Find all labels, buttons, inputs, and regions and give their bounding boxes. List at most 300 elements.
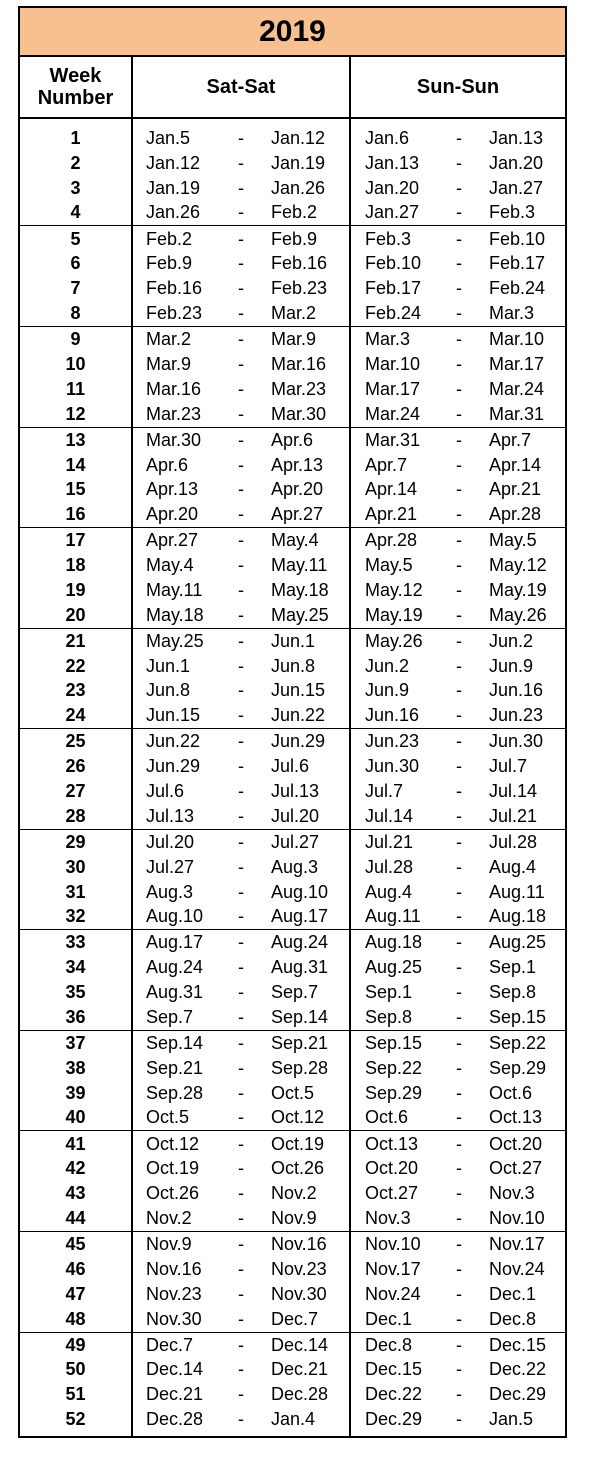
week-number: 13 — [65, 429, 86, 450]
sun-range-dash: - — [456, 378, 462, 399]
sun-range-dash: - — [456, 906, 462, 927]
sun-week-start: Jun.2 — [365, 655, 410, 676]
sun-week-start: Mar.3 — [365, 329, 411, 350]
sat-week-end: Nov.9 — [271, 1207, 317, 1228]
sat-range-dash: - — [238, 353, 244, 374]
sat-range-dash: - — [238, 982, 244, 1002]
sun-week-end: Apr.14 — [489, 454, 542, 475]
sun-range-dash: - — [456, 555, 462, 575]
sun-week-end: Oct.13 — [489, 1107, 543, 1128]
sun-week-start: Aug.4 — [365, 881, 413, 902]
sun-week-start: Aug.11 — [365, 906, 421, 927]
sun-range-dash: - — [456, 1384, 462, 1405]
sat-week-start: Mar.16 — [146, 378, 202, 399]
sat-range-dash: - — [238, 1359, 244, 1380]
sat-week-end: Apr.27 — [271, 504, 324, 525]
week-number: 30 — [65, 856, 86, 877]
sat-week-end: Jul.13 — [271, 780, 320, 801]
table-row — [20, 1232, 565, 1257]
table-row — [20, 904, 565, 929]
table-row — [20, 578, 565, 603]
sun-range-dash: - — [456, 1308, 462, 1329]
week-number: 6 — [70, 253, 81, 274]
sun-week-end: Oct.20 — [489, 1133, 543, 1154]
week-number: 43 — [65, 1183, 86, 1204]
sun-week-start: Sep.8 — [365, 1006, 413, 1027]
sun-range-dash: - — [456, 454, 462, 475]
sat-week-end: Oct.12 — [271, 1107, 325, 1128]
week-number: 41 — [65, 1133, 86, 1154]
sun-week-end: Mar.10 — [489, 329, 545, 350]
sat-week-start: Mar.2 — [146, 329, 192, 350]
sun-week-start: Sep.29 — [365, 1082, 423, 1103]
week-number: 28 — [65, 805, 86, 826]
sun-range-dash: - — [456, 329, 462, 350]
table-row — [20, 804, 565, 829]
table-row — [20, 502, 565, 527]
sun-week-end: Nov.17 — [489, 1234, 545, 1254]
sun-week-end: Aug.18 — [489, 906, 547, 927]
sat-range-dash: - — [238, 1033, 244, 1053]
sun-week-start: Jan.13 — [365, 152, 420, 173]
sun-week-end: Jun.2 — [489, 630, 534, 651]
table-row — [20, 955, 565, 980]
sun-week-start: Oct.13 — [365, 1133, 419, 1154]
sat-week-end: Sep.7 — [271, 982, 319, 1002]
sun-sun-header: Sun-Sun — [416, 76, 500, 98]
sat-week-end: Sep.28 — [271, 1057, 329, 1078]
sun-range-dash: - — [456, 1107, 462, 1128]
sat-week-end: Jan.26 — [271, 177, 326, 198]
sat-range-dash: - — [238, 906, 244, 927]
sat-range-dash: - — [238, 1258, 244, 1279]
sat-week-end: Oct.26 — [271, 1158, 325, 1179]
sun-week-start: Dec.29 — [365, 1409, 423, 1429]
sat-week-start: Jun.22 — [146, 731, 201, 752]
sat-week-end: Jul.27 — [271, 831, 320, 852]
sun-week-start: Aug.18 — [365, 932, 423, 953]
sat-range-dash: - — [238, 329, 244, 350]
sun-range-dash: - — [456, 353, 462, 374]
sun-range-dash: - — [456, 957, 462, 978]
table-row — [20, 1181, 565, 1206]
week-number: 51 — [65, 1384, 86, 1405]
sun-week-start: Sep.15 — [365, 1033, 423, 1053]
sun-range-dash: - — [456, 1082, 462, 1103]
sat-week-start: Nov.9 — [146, 1234, 192, 1254]
sun-week-end: Apr.28 — [489, 504, 542, 525]
sat-week-start: Jun.8 — [146, 680, 191, 701]
sun-week-start: Jun.30 — [365, 756, 420, 777]
sat-week-start: Aug.24 — [146, 957, 204, 978]
table-row — [20, 453, 565, 478]
table-row — [20, 176, 565, 201]
table-row — [20, 528, 565, 553]
sat-week-end: Aug.17 — [271, 906, 329, 927]
sun-week-start: Mar.17 — [365, 378, 421, 399]
sun-week-end: Oct.6 — [489, 1082, 533, 1103]
sun-week-start: May.26 — [365, 630, 423, 651]
table-row — [20, 703, 565, 728]
sat-week-end: Jul.6 — [271, 756, 310, 777]
week-number: 36 — [65, 1006, 86, 1027]
sat-week-start: Aug.3 — [146, 881, 194, 902]
sun-range-dash: - — [456, 429, 462, 450]
sun-range-dash: - — [456, 932, 462, 953]
table-row — [20, 830, 565, 855]
sat-week-start: Jan.19 — [146, 177, 201, 198]
sun-week-end: Sep.22 — [489, 1033, 547, 1053]
sun-week-start: Oct.6 — [365, 1107, 409, 1128]
sat-range-dash: - — [238, 177, 244, 198]
sat-week-start: Feb.9 — [146, 253, 193, 274]
table-row — [20, 1357, 565, 1382]
sun-week-start: Jul.21 — [365, 831, 414, 852]
header-divider — [20, 117, 565, 119]
sun-range-dash: - — [456, 579, 462, 600]
sun-week-start: May.5 — [365, 555, 413, 575]
sat-week-start: Oct.19 — [146, 1158, 200, 1179]
sun-week-end: Dec.15 — [489, 1334, 547, 1355]
sun-week-end: Jul.28 — [489, 831, 538, 852]
sat-range-dash: - — [238, 152, 244, 173]
sun-week-start: Jul.28 — [365, 856, 414, 877]
sun-week-start: Mar.24 — [365, 403, 421, 424]
sat-week-start: Jan.12 — [146, 152, 201, 173]
sat-week-end: Apr.20 — [271, 479, 324, 500]
sun-week-end: Sep.1 — [489, 957, 537, 978]
sun-range-dash: - — [456, 1006, 462, 1027]
group-divider — [20, 225, 565, 226]
sun-week-start: Apr.7 — [365, 454, 408, 475]
sun-range-dash: - — [456, 302, 462, 323]
sun-week-start: Dec.8 — [365, 1334, 413, 1355]
sun-week-start: Mar.10 — [365, 353, 421, 374]
sun-week-start: May.12 — [365, 579, 423, 600]
week-calendar-table — [18, 6, 567, 1438]
sun-range-dash: - — [456, 1258, 462, 1279]
table-row — [20, 1081, 565, 1106]
sun-range-dash: - — [456, 805, 462, 826]
week-number: 34 — [65, 957, 86, 978]
sat-range-dash: - — [238, 454, 244, 475]
sun-week-end: Jan.20 — [489, 152, 544, 173]
sat-week-start: Nov.2 — [146, 1207, 192, 1228]
table-row — [20, 1257, 565, 1282]
week-number: 35 — [65, 982, 86, 1002]
sun-week-end: May.19 — [489, 579, 547, 600]
sun-week-start: Jun.9 — [365, 680, 410, 701]
sat-week-start: Dec.7 — [146, 1334, 194, 1355]
table-row — [20, 276, 565, 301]
sun-week-end: Aug.4 — [489, 856, 537, 877]
week-number: 12 — [65, 403, 86, 424]
sun-range-dash: - — [456, 253, 462, 274]
sun-week-end: Sep.15 — [489, 1006, 547, 1027]
sat-week-end: Apr.6 — [271, 429, 314, 450]
sat-week-start: Nov.23 — [146, 1283, 202, 1304]
sun-week-end: Feb.10 — [489, 228, 546, 249]
sat-range-dash: - — [238, 1234, 244, 1254]
sun-range-dash: - — [456, 1158, 462, 1179]
sun-range-dash: - — [456, 1359, 462, 1380]
sat-range-dash: - — [238, 202, 244, 223]
sat-week-start: Feb.2 — [146, 228, 193, 249]
sat-week-start: Jul.27 — [146, 856, 195, 877]
table-row — [20, 1056, 565, 1081]
sat-week-start: Sep.28 — [146, 1082, 204, 1103]
sat-week-end: Aug.3 — [271, 856, 319, 877]
table-row — [20, 980, 565, 1005]
sun-week-end: Aug.25 — [489, 932, 547, 953]
sun-range-dash: - — [456, 1334, 462, 1355]
sun-week-end: Jan.13 — [489, 128, 544, 148]
sat-week-start: Jan.26 — [146, 202, 201, 223]
sat-range-dash: - — [238, 1334, 244, 1355]
table-row — [20, 227, 565, 252]
table-row — [20, 352, 565, 377]
sat-range-dash: - — [238, 302, 244, 323]
table-row — [20, 402, 565, 427]
sat-week-start: Jul.13 — [146, 805, 195, 826]
sun-week-start: Nov.3 — [365, 1207, 411, 1228]
sun-range-dash: - — [456, 881, 462, 902]
sun-week-end: Dec.8 — [489, 1308, 537, 1329]
table-row — [20, 603, 565, 628]
sun-week-start: Oct.20 — [365, 1158, 419, 1179]
table-row — [20, 428, 565, 453]
sat-week-start: Jan.5 — [146, 128, 191, 148]
sat-week-start: Mar.23 — [146, 403, 202, 424]
week-number: 26 — [65, 756, 86, 777]
sun-week-start: Jul.7 — [365, 780, 404, 801]
sat-week-start: Sep.14 — [146, 1033, 204, 1053]
sun-range-dash: - — [456, 504, 462, 525]
week-number: 37 — [65, 1033, 86, 1053]
group-divider — [20, 829, 565, 830]
sun-range-dash: - — [456, 756, 462, 777]
sat-week-start: Oct.26 — [146, 1183, 200, 1204]
table-row — [20, 629, 565, 654]
sat-range-dash: - — [238, 630, 244, 651]
sat-week-start: Apr.27 — [146, 530, 199, 551]
week-number: 49 — [65, 1334, 86, 1355]
week-number: 2 — [70, 152, 81, 173]
sat-range-dash: - — [238, 805, 244, 826]
sun-range-dash: - — [456, 403, 462, 424]
sat-range-dash: - — [238, 1107, 244, 1128]
week-number: 7 — [70, 278, 81, 299]
sun-week-end: Jun.16 — [489, 680, 544, 701]
table-row — [20, 855, 565, 880]
sat-sat-header: Sat-Sat — [206, 76, 276, 98]
sat-week-start: May.18 — [146, 604, 204, 625]
sun-week-start: Sep.22 — [365, 1057, 423, 1078]
sun-week-end: Apr.7 — [489, 429, 532, 450]
sat-range-dash: - — [238, 128, 244, 148]
sun-range-dash: - — [456, 1183, 462, 1204]
sun-week-end: Jul.21 — [489, 805, 538, 826]
sat-range-dash: - — [238, 604, 244, 625]
sun-week-start: Mar.31 — [365, 429, 421, 450]
week-number: 22 — [65, 655, 86, 676]
sat-week-end: Feb.16 — [271, 253, 328, 274]
sat-week-end: May.4 — [271, 530, 319, 551]
sat-week-start: Dec.21 — [146, 1384, 204, 1405]
week-number: 1 — [70, 128, 81, 148]
sat-range-dash: - — [238, 504, 244, 525]
sat-week-end: Oct.5 — [271, 1082, 315, 1103]
sun-week-end: Mar.17 — [489, 353, 545, 374]
sat-week-end: Nov.2 — [271, 1183, 317, 1204]
sun-week-start: Dec.1 — [365, 1308, 413, 1329]
week-number: 25 — [65, 731, 86, 752]
sat-week-end: Mar.2 — [271, 302, 317, 323]
table-row — [20, 930, 565, 955]
sat-week-end: Mar.9 — [271, 329, 317, 350]
sat-week-end: Oct.19 — [271, 1133, 325, 1154]
week-number: 20 — [65, 604, 86, 625]
sun-range-dash: - — [456, 177, 462, 198]
sat-week-start: Oct.12 — [146, 1133, 200, 1154]
sat-range-dash: - — [238, 1133, 244, 1154]
sat-week-end: Dec.7 — [271, 1308, 319, 1329]
sat-range-dash: - — [238, 1283, 244, 1304]
sat-week-end: Jan.4 — [271, 1409, 316, 1429]
table-row — [20, 477, 565, 502]
sun-week-start: Jan.20 — [365, 177, 420, 198]
table-row — [20, 1333, 565, 1358]
sat-week-end: Mar.16 — [271, 353, 327, 374]
sat-week-end: Jul.20 — [271, 805, 320, 826]
sun-week-start: Nov.17 — [365, 1258, 421, 1279]
sat-week-end: Aug.31 — [271, 957, 329, 978]
sat-week-start: Apr.6 — [146, 454, 189, 475]
sat-week-end: May.18 — [271, 579, 329, 600]
week-number: 5 — [70, 228, 81, 249]
sun-range-dash: - — [456, 1133, 462, 1154]
sat-week-end: Nov.30 — [271, 1283, 327, 1304]
group-divider — [20, 1130, 565, 1131]
sun-week-end: Mar.24 — [489, 378, 545, 399]
week-number: 48 — [65, 1308, 86, 1329]
sat-range-dash: - — [238, 756, 244, 777]
week-number: 46 — [65, 1258, 86, 1279]
sat-range-dash: - — [238, 228, 244, 249]
sat-week-start: Sep.7 — [146, 1006, 194, 1027]
week-number: 47 — [65, 1283, 86, 1304]
sun-week-end: Sep.29 — [489, 1057, 547, 1078]
sun-week-end: Dec.1 — [489, 1283, 537, 1304]
sat-week-start: Aug.10 — [146, 906, 204, 927]
table-row — [20, 729, 565, 754]
sun-week-end: Dec.22 — [489, 1359, 547, 1380]
sat-range-dash: - — [238, 705, 244, 726]
sun-week-end: Jul.14 — [489, 780, 538, 801]
sat-range-dash: - — [238, 278, 244, 299]
sun-week-end: Oct.27 — [489, 1158, 543, 1179]
sat-range-dash: - — [238, 1057, 244, 1078]
week-number: 9 — [70, 329, 81, 350]
sun-range-dash: - — [456, 479, 462, 500]
sun-range-dash: - — [456, 1234, 462, 1254]
table-row — [20, 1132, 565, 1157]
week-number: 50 — [65, 1359, 86, 1380]
sun-week-start: Apr.28 — [365, 530, 418, 551]
sun-week-end: Jun.9 — [489, 655, 534, 676]
week-number: 45 — [65, 1234, 86, 1254]
sat-range-dash: - — [238, 253, 244, 274]
sat-week-end: Jan.12 — [271, 128, 326, 148]
sun-week-end: Feb.3 — [489, 202, 536, 223]
week-number: 19 — [65, 579, 86, 600]
sun-week-end: Apr.21 — [489, 479, 542, 500]
sun-range-dash: - — [456, 128, 462, 148]
sun-week-end: Jan.5 — [489, 1409, 534, 1429]
sun-week-start: Feb.24 — [365, 302, 422, 323]
sat-week-start: Jun.1 — [146, 655, 191, 676]
sat-week-start: Mar.30 — [146, 429, 202, 450]
sat-range-dash: - — [238, 530, 244, 551]
sun-range-dash: - — [456, 1283, 462, 1304]
sat-range-dash: - — [238, 957, 244, 978]
sun-week-start: Oct.27 — [365, 1183, 419, 1204]
sat-week-start: Feb.23 — [146, 302, 203, 323]
table-row — [20, 327, 565, 352]
sun-week-start: Apr.14 — [365, 479, 418, 500]
sun-range-dash: - — [456, 228, 462, 249]
sun-week-end: Jul.7 — [489, 756, 528, 777]
week-number: 11 — [65, 378, 86, 399]
sun-week-start: Feb.10 — [365, 253, 422, 274]
sat-week-start: Jun.29 — [146, 756, 201, 777]
table-row — [20, 553, 565, 578]
table-row — [20, 1105, 565, 1130]
sat-week-start: Apr.13 — [146, 479, 199, 500]
sun-week-start: Aug.25 — [365, 957, 423, 978]
week-number: 10 — [65, 353, 86, 374]
table-row — [20, 779, 565, 804]
week-number: 16 — [65, 504, 86, 525]
sat-week-start: Dec.28 — [146, 1409, 204, 1429]
sat-week-start: Nov.30 — [146, 1308, 202, 1329]
sat-week-end: Nov.23 — [271, 1258, 327, 1279]
table-row — [20, 151, 565, 176]
week-number: 8 — [70, 302, 81, 323]
sun-week-end: Dec.29 — [489, 1384, 547, 1405]
sun-week-end: Feb.24 — [489, 278, 546, 299]
sun-range-dash: - — [456, 278, 462, 299]
week-number: 3 — [70, 177, 81, 198]
sat-range-dash: - — [238, 1308, 244, 1329]
table-row — [20, 754, 565, 779]
sun-week-start: May.19 — [365, 604, 423, 625]
sat-range-dash: - — [238, 1207, 244, 1228]
week-number: 29 — [65, 831, 86, 852]
sat-week-start: Jul.6 — [146, 780, 185, 801]
sat-week-end: Feb.9 — [271, 228, 318, 249]
sun-range-dash: - — [456, 604, 462, 625]
sun-week-end: Nov.10 — [489, 1207, 545, 1228]
sun-range-dash: - — [456, 530, 462, 551]
group-divider — [20, 326, 565, 327]
sun-week-end: Nov.24 — [489, 1258, 545, 1279]
group-divider — [20, 628, 565, 629]
sat-range-dash: - — [238, 579, 244, 600]
sun-range-dash: - — [456, 1207, 462, 1228]
group-divider — [20, 427, 565, 428]
week-number: 44 — [65, 1207, 86, 1228]
